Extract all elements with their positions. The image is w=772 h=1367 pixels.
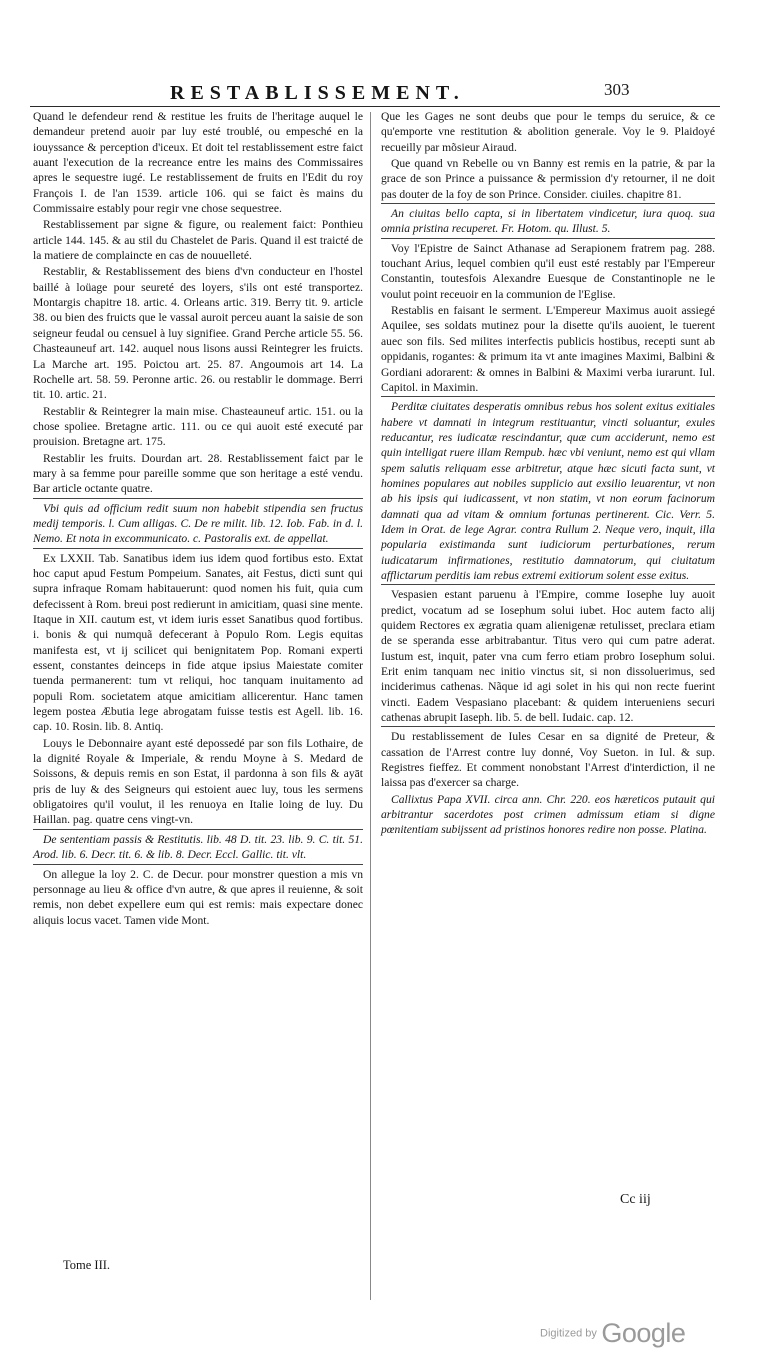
signature-mark: Cc iij <box>620 1192 651 1207</box>
paragraph: Restablir & Reintegrer la main mise. Chasteauneuf artic. 151. ou la chose spoliee. Bretagne artic. 111. ou ce qui auoit esté executé par prouision. Bretagne art. 175. <box>33 404 363 449</box>
paragraph: Ex LXXII. Tab. Sanatibus idem ius idem quod fortibus esto. Extat hoc caput apud Festum Pompeium. Sanates, ait Festus, dicti sunt qui supra infraque Romam habitauerunt: quod nomen his fuit, quia cum defecissent à Rom. breui post redierunt in amicitiam, quasi sine mente. Itaque in XII. cautum est, vt idem iuris esset Sanatibus quod fortibus. i. bonis & qui numquã defecerant à Populo Rom. Legis equitas manifesta est, vt ij scilicet qui benignitatem Pop. Romani experti essent, constantes deinceps in fide atque ipsius Maiestate comiter tuenda permanerent: tum vt reliqui, hoc tanquam inuitamento ad populi Rom. societatem atque amicitiam allicerentur. Hanc tamen legem postea Æbutia lege abrogatam fuisse testis est Agell. lib. 16. cap. 10. Rosin. lib. 8. Antiq. <box>33 548 363 735</box>
paragraph: Quand le defendeur rend & restitue les fruits de l'heritage auquel le demandeur pretend auoir par luy esté troublé, ou empesché en la iouyssance & perception d'iceux. Et doit tel restablissement estre faict auant l'execution de la recreance entre les mains des Commissaires apres le sequestre iugé. Le restablissement de fruits en l'Edit du roy François I. de l'an 1539. article 106. qui se faict ès mains du Commissaire estably pour regir vne chose sequestree. <box>33 110 363 216</box>
digitization-watermark <box>540 1318 685 1349</box>
paragraph: Restablir les fruits. Dourdan art. 28. Restablissement faict par le mary à sa femme pour pareille somme que son heritage a esté vendu. Bar article octante quatre. <box>33 451 363 496</box>
paragraph: Du restablissement de Iules Cesar en sa dignité de Preteur, & cassation de l'Arrest contre luy donné, Voy Sueton. in Iul. & sup. Registres fieffez. Et comment nonobstant l'Arrest d'interdiction, il ne laissa pas d'exercer sa charge. <box>381 726 715 790</box>
paragraph: Restablissement par signe & figure, ou realement faict: Ponthieu article 144. 145. & au stil du Chastelet de Paris. Quand il est traicté de la matiere de complaincte en cas de nouuelleté. <box>33 218 363 263</box>
paragraph: De sententiam passis & Restitutis. lib. 48 D. tit. 23. lib. 9. C. tit. 51. Arod. lib. 6. Decr. tit. 6. & lib. 8. Decr. Eccl. Gallic. tit. vlt. <box>33 829 363 863</box>
header-rule <box>30 106 720 107</box>
paragraph: Que les Gages ne sont deubs que pour le temps du seruice, & ce qu'emporte vne restitution & abolition generale. Voy le 9. Plaidoyé recueilly par mõsieur Airaud. <box>381 110 715 154</box>
paragraph: Vbi quis ad officium redit suum non habebit stipendia sen fructus medij temporis. l. Cum alligas. C. De re milit. lib. 12. Iob. Fab. in d. l. Nemo. Et nota in excommunicato. c. Pastoralis ext. de appellat. <box>33 498 363 547</box>
paragraph: Restablis en faisant le serment. L'Empereur Maximus auoit assiegé Aquilee, ses soldats mutinez pour la disette qu'ils auoient, le tuerent auec son fils. Sed milites interfectis publicis hostibus, recepti sunt ab oppidanis, rogantes: & primum ita vt ante imagines Maximi, Balbini & Gordiani adorarent: & omnes in Balbini & Maximi verba iurarunt. Iul. Capitol. in Maximin. <box>381 304 715 394</box>
left-column <box>33 109 363 929</box>
running-head: RESTABLISSEMENT. <box>170 82 465 104</box>
volume-label: Tome III. <box>63 1258 111 1272</box>
column-separator <box>370 112 371 1300</box>
paragraph: Perditæ ciuitates desperatis omnibus rebus hos solent exitus exitiales habere vt damnati in integrum restituantur, vincti soluantur, exules reducantur, res iudicatæ rescindantur, quæ cum acciderunt, nemo est quin intelligat ruere illam Rempub. hæc vbi veniunt, nemo est qui vllam spem salutis reliquam esse arbitretur, atque hæc sicuti facta sunt, vt homines populares aut nobiles supplicio aut exsilio leuarentur, vt non ab his ipsis qui iudicassent, vt non statim, vt non eorum facinorum damnati qua ad vitam & omnium fortunas pertinerent. Cic. Verr. 5. Idem in Orat. de lege Agrar. contra Rullum 2. Neque vero, inquit, illa popularia existimanda sunt iudiciorum perturbationes, rerum iudicatarum infirmationes, restitutio damnatorum, qui ciuitatum afflictarum perditis iam rebus extremi exitiorum solent esse exitus. <box>381 396 715 583</box>
watermark-prefix: Digitized by <box>540 1327 597 1340</box>
paragraph: On allegue la loy 2. C. de Decur. pour monstrer question a mis vn personnage au lieu & office d'vn autre, & que apres il reuienne, & soit remis, non debet expellere eum qui est remis: mais expectare donec aliquis locus vacet. Tamen vide Mont. <box>33 864 363 928</box>
page-number: 303 <box>604 80 630 99</box>
paragraph: Restablir, & Restablissement des biens d'vn conducteur en l'hostel baillé à loüage pour seureté des loyers, s'ils ont esté transportez. Montargis chapitre 18. artic. 4. Orleans artic. 319. Berry tit. 9. article 38. ou bien des fruicts que le vassal auroit perceu auant la saisie de son seigneur feudal ou censuel à luy signifiee. Grand Perche article 55. 56. Chasteauneuf art. 142. auquel nous lisons aussi Reintegrer les fruicts. La Marche art. 195. Poictou art. 25. 87. Angoumois art 14. La Rochelle art. 58. 59. Peronne artic. 26. ou restablir le dommage. Berri tit. 10. artic. 21. <box>33 265 363 402</box>
paragraph: Louys le Debonnaire ayant esté depossedé par son fils Lothaire, de la dignité Royale & Imperiale, & rendu Moyne à S. Medard de Soissons, & depuis remis en son Estat, il pardonna à son fils & ayāt pris de luy & des Seigneurs qui estoient auec luy, tous les sermens obligatoires qu'il voulut, il les renuoya en Italie loing de luy. Du Haillan. pag. quatre cens vingt-vn. <box>33 736 363 827</box>
paragraph: An ciuitas bello capta, si in libertatem vindicetur, iura quoq. sua omnia pristina recuperet. Fr. Hotom. qu. Illust. 5. <box>381 203 715 237</box>
paragraph: Voy l'Epistre de Sainct Athanase ad Serapionem fratrem pag. 288. touchant Arius, lequel combien qu'il eust esté restably par l'Empereur Constantin, toutesfois Alexandre Euesque de Constantinople ne le voulut point receuoir en la communion de l'Eglise. <box>381 238 715 302</box>
right-column <box>381 109 715 839</box>
paragraph: Vespasien estant paruenu à l'Empire, comme Iosephe luy auoit predict, vocatum ad se Iosephum solui iubet. Hoc autem facto alij quidem Rectores ex ægratia quam alienigenæ retulisset, preclara etiam de se speranda esse arbitrabantur. Titus vero qui cum patre aderat. Iustum est, inquit, pater vna cum ferro etiam probro Iosephum solui. Erit enim tanquam nec initio vinctus sit, si non dissoluerimus, sed inciderimus cathenas. Nãque id agi solet in his qui non recte fuerint vincti. Eadem Vespasiano placebant: & quidem interueniens securi cathenas abrupit Iaseph. lib. 5. de bell. Iudaic. cap. 12. <box>381 584 715 725</box>
watermark-brand: Google <box>601 1318 686 1348</box>
paragraph: Que quand vn Rebelle ou vn Banny est remis en la patrie, & par la grace de son Prince a puissance & permission d'y retourner, il ne doit pas douter de la foy de son Prince. Consider. ciuiles. chapitre 81. <box>381 157 715 201</box>
paragraph: Callixtus Papa XVII. circa ann. Chr. 220. eos hæreticos putauit qui arbitrantur sacerdotes post crimen admissum etiam si digne pœnitentiam subijssent ad pristinos honores redire non posse. Platina. <box>381 792 715 837</box>
